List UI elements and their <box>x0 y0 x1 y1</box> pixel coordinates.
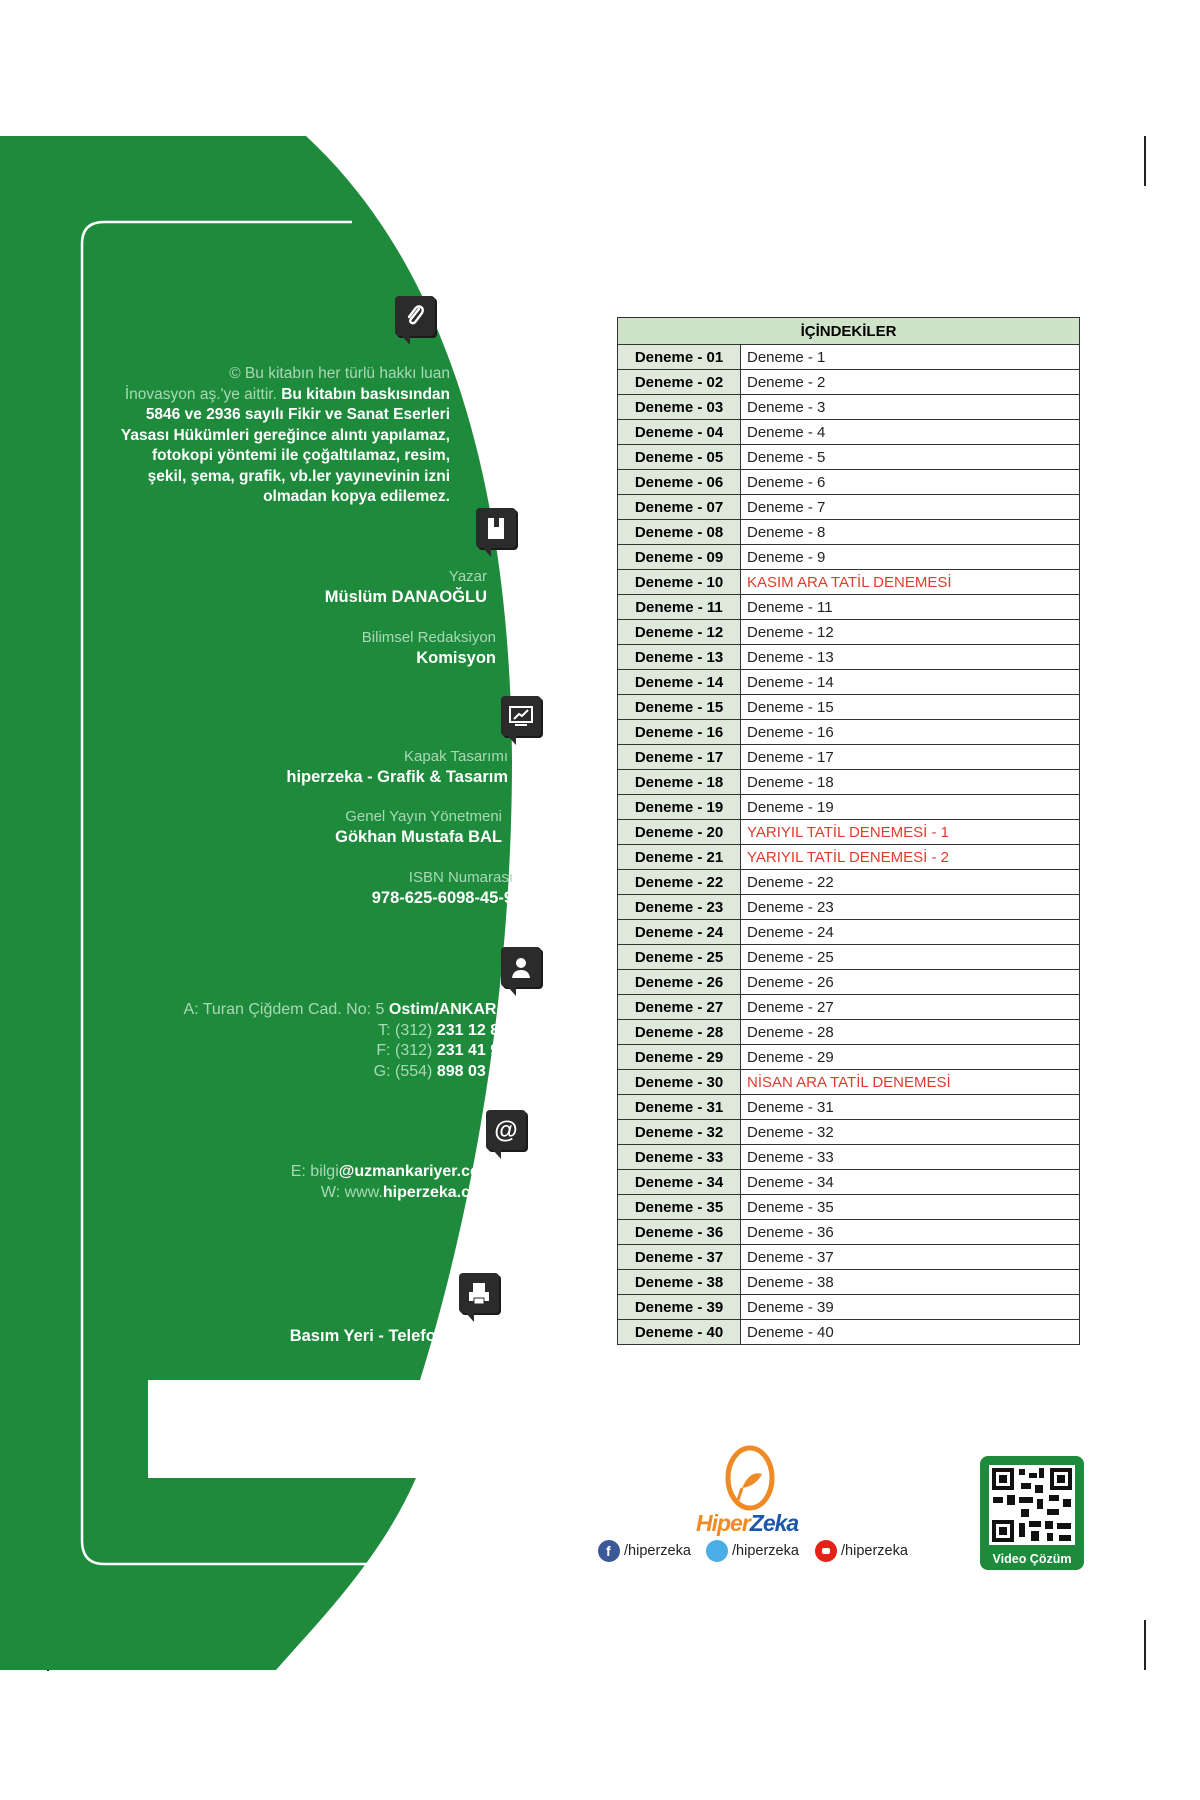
print-location-label: Basım Yeri - Telefonu <box>289 1327 456 1345</box>
editor-credit <box>200 628 496 669</box>
toc-row-title: Deneme - 34 <box>741 1170 1080 1195</box>
hiperzeka-logo <box>690 1440 810 1540</box>
toc-row-number: Deneme - 18 <box>618 770 741 795</box>
toc-row-title: Deneme - 13 <box>741 645 1080 670</box>
toc-row-number: Deneme - 32 <box>618 1120 741 1145</box>
toc-row-title: NİSAN ARA TATİL DENEMESİ <box>741 1070 1080 1095</box>
toc-row-number: Deneme - 35 <box>618 1195 741 1220</box>
book-icon <box>476 508 516 548</box>
toc-row <box>618 1195 1080 1220</box>
copyright-text: © Bu kitabın her türlü hakkı luan <box>229 365 450 382</box>
copyright-text: 5846 ve 2936 sayılı Fikir ve Sanat Eserleri <box>145 406 450 423</box>
toc-row-number: Deneme - 33 <box>618 1145 741 1170</box>
toc-row <box>618 570 1080 595</box>
toc-row-number: Deneme - 10 <box>618 570 741 595</box>
facebook-icon: f <box>598 1540 620 1562</box>
toc-row <box>618 845 1080 870</box>
phone-label: T: (312) <box>378 1021 433 1039</box>
toc-row-title: Deneme - 18 <box>741 770 1080 795</box>
toc-row <box>618 545 1080 570</box>
toc-row <box>618 1045 1080 1070</box>
toc-row <box>618 1245 1080 1270</box>
editor-name: Komisyon <box>416 649 496 667</box>
toc-row-number: Deneme - 27 <box>618 995 741 1020</box>
toc-row-number: Deneme - 15 <box>618 695 741 720</box>
person-icon <box>501 947 541 987</box>
toc-row-number: Deneme - 16 <box>618 720 741 745</box>
toc-row-title: Deneme - 40 <box>741 1320 1080 1345</box>
toc-row <box>618 1295 1080 1320</box>
toc-row-title: Deneme - 9 <box>741 545 1080 570</box>
twitter-handle: /hiperzeka <box>732 1543 799 1559</box>
toc-row-title: Deneme - 15 <box>741 695 1080 720</box>
copyright-text: olmadan kopya edilemez. <box>263 488 450 505</box>
toc-row <box>618 795 1080 820</box>
toc-row-number: Deneme - 31 <box>618 1095 741 1120</box>
youtube-link[interactable] <box>815 1540 908 1562</box>
toc-row-number: Deneme - 13 <box>618 645 741 670</box>
toc-row-title: Deneme - 38 <box>741 1270 1080 1295</box>
toc-row <box>618 770 1080 795</box>
toc-row-number: Deneme - 39 <box>618 1295 741 1320</box>
toc-row-title: Deneme - 8 <box>741 520 1080 545</box>
toc-row-title: Deneme - 14 <box>741 670 1080 695</box>
fax-label: F: (312) <box>376 1042 433 1059</box>
toc-row-number: Deneme - 12 <box>618 620 741 645</box>
toc-row-title: Deneme - 6 <box>741 470 1080 495</box>
at-sign-icon <box>486 1110 526 1150</box>
copyright-text: şekil, şema, grafik, vb.ler yayınevinin izni <box>147 467 450 485</box>
toc-row-title: Deneme - 37 <box>741 1245 1080 1270</box>
toc-row-number: Deneme - 28 <box>618 1020 741 1045</box>
toc-row-title: Deneme - 32 <box>741 1120 1080 1145</box>
toc-row-title: Deneme - 23 <box>741 895 1080 920</box>
toc-row <box>618 1145 1080 1170</box>
toc-row-title: Deneme - 11 <box>741 595 1080 620</box>
toc-row-title: Deneme - 19 <box>741 795 1080 820</box>
director-credit <box>200 807 502 848</box>
cover-credit <box>200 747 508 788</box>
toc-row <box>618 870 1080 895</box>
toc-row-title: Deneme - 33 <box>741 1145 1080 1170</box>
svg-text:@: @ <box>494 1117 518 1144</box>
copyright-text: fotokopi yöntemi ile çoğaltılamaz, resim, <box>151 447 450 464</box>
paperclip-icon <box>395 296 435 336</box>
toc-row-number: Deneme - 24 <box>618 920 741 945</box>
toc-row-title: Deneme - 4 <box>741 420 1080 445</box>
toc-row <box>618 595 1080 620</box>
email-address[interactable]: @uzmankariyer.com <box>338 1163 494 1180</box>
video-solution-qr[interactable] <box>980 1456 1084 1570</box>
address-label: A: Turan Çiğdem Cad. No: 5 <box>183 1001 385 1018</box>
toc-row <box>618 395 1080 420</box>
crop-mark <box>1144 1620 1146 1670</box>
toc-row <box>618 1020 1080 1045</box>
isbn-credit <box>200 868 513 909</box>
toc-row-title: Deneme - 22 <box>741 870 1080 895</box>
toc-row <box>618 620 1080 645</box>
copyright-text: Bu kitabın baskısından <box>281 385 450 403</box>
toc-row-number: Deneme - 01 <box>618 345 741 370</box>
logo-wordmark <box>696 1510 798 1537</box>
toc-row-number: Deneme - 37 <box>618 1245 741 1270</box>
toc-row-title: Deneme - 1 <box>741 345 1080 370</box>
toc-row <box>618 695 1080 720</box>
toc-row <box>618 995 1080 1020</box>
address-block <box>180 1000 508 1082</box>
contact-block <box>180 1162 494 1203</box>
fax-number: 231 41 99 <box>436 1042 508 1059</box>
toc-row <box>618 745 1080 770</box>
toc-row-number: Deneme - 26 <box>618 970 741 995</box>
toc-row-title: YARIYIL TATİL DENEMESİ - 1 <box>741 820 1080 845</box>
copyright-notice <box>90 364 450 508</box>
toc-row <box>618 1095 1080 1120</box>
web-label: W: www. <box>320 1183 383 1201</box>
toc-row <box>618 645 1080 670</box>
toc-row-number: Deneme - 06 <box>618 470 741 495</box>
toc-row-number: Deneme - 25 <box>618 945 741 970</box>
monitor-pen-icon <box>501 696 541 736</box>
toc-row-number: Deneme - 04 <box>618 420 741 445</box>
toc-row <box>618 370 1080 395</box>
crop-mark <box>1144 136 1146 186</box>
toc-row-title: YARIYIL TATİL DENEMESİ - 2 <box>741 845 1080 870</box>
toc-row-title: Deneme - 2 <box>741 370 1080 395</box>
toc-row-number: Deneme - 11 <box>618 595 741 620</box>
toc-row <box>618 820 1080 845</box>
toc-row-number: Deneme - 38 <box>618 1270 741 1295</box>
toc-row-number: Deneme - 22 <box>618 870 741 895</box>
toc-row-title: Deneme - 26 <box>741 970 1080 995</box>
toc-row-number: Deneme - 07 <box>618 495 741 520</box>
author-name: Müslüm DANAOĞLU <box>324 588 487 606</box>
facebook-link[interactable] <box>598 1540 691 1562</box>
toc-row <box>618 445 1080 470</box>
gsm-label: G: (554) <box>373 1062 433 1080</box>
toc-row <box>618 945 1080 970</box>
phone-number: 231 12 89 <box>436 1021 508 1039</box>
toc-row-number: Deneme - 30 <box>618 1070 741 1095</box>
toc-row <box>618 1120 1080 1145</box>
facebook-handle: /hiperzeka <box>624 1543 691 1559</box>
toc-row-title: Deneme - 29 <box>741 1045 1080 1070</box>
web-address[interactable]: hiperzeka.com <box>382 1183 494 1201</box>
toc-row-number: Deneme - 20 <box>618 820 741 845</box>
toc-row-number: Deneme - 29 <box>618 1045 741 1070</box>
toc-row-number: Deneme - 40 <box>618 1320 741 1345</box>
twitter-link[interactable] <box>706 1540 799 1562</box>
toc-row-title: Deneme - 31 <box>741 1095 1080 1120</box>
toc-row-number: Deneme - 05 <box>618 445 741 470</box>
copyright-text: Yasası Hükümleri gereğince alıntı yapılamaz, <box>120 426 450 444</box>
toc-row-number: Deneme - 17 <box>618 745 741 770</box>
cover-name: hiperzeka - Grafik & Tasarım <box>286 768 508 786</box>
toc-row <box>618 1320 1080 1345</box>
toc-row-number: Deneme - 19 <box>618 795 741 820</box>
toc-row <box>618 470 1080 495</box>
toc-row-title: KASIM ARA TATİL DENEMESİ <box>741 570 1080 595</box>
toc-row-title: Deneme - 35 <box>741 1195 1080 1220</box>
toc-row-title: Deneme - 7 <box>741 495 1080 520</box>
toc-row <box>618 720 1080 745</box>
toc-row-number: Deneme - 02 <box>618 370 741 395</box>
toc-row <box>618 495 1080 520</box>
toc-row <box>618 970 1080 995</box>
twitter-icon <box>706 1540 728 1562</box>
gsm-number: 898 03 01 <box>436 1062 508 1080</box>
address-city: Ostim/ANKARA <box>388 1001 508 1018</box>
cover-label: Kapak Tasarımı <box>404 748 508 765</box>
toc-row-title: Deneme - 39 <box>741 1295 1080 1320</box>
toc-row-title: Deneme - 27 <box>741 995 1080 1020</box>
printer-icon <box>459 1273 499 1313</box>
toc-row-number: Deneme - 14 <box>618 670 741 695</box>
director-label: Genel Yayın Yönetmeni <box>345 808 502 825</box>
toc-row <box>618 520 1080 545</box>
logo-word-hiper: Hiper <box>696 1510 750 1536</box>
toc-row-number: Deneme - 34 <box>618 1170 741 1195</box>
copyright-text: İnovasyon aş.'ye aittir. <box>124 385 277 403</box>
logo-word-zeka: Zeka <box>749 1510 799 1536</box>
toc-row <box>618 920 1080 945</box>
director-name: Gökhan Mustafa BAL <box>335 828 502 846</box>
toc-row-title: Deneme - 3 <box>741 395 1080 420</box>
toc-row-title: Deneme - 25 <box>741 945 1080 970</box>
qr-label: Video Çözüm <box>992 1552 1072 1566</box>
youtube-handle: /hiperzeka <box>841 1543 908 1559</box>
toc-row-number: Deneme - 21 <box>618 845 741 870</box>
email-label: E: bilgi <box>290 1163 339 1180</box>
qr-code-icon <box>989 1465 1075 1545</box>
toc-row-title: Deneme - 24 <box>741 920 1080 945</box>
toc-row <box>618 345 1080 370</box>
isbn-number: 978-625-6098-45-9 <box>371 889 513 907</box>
toc-row <box>618 1170 1080 1195</box>
toc-row <box>618 1070 1080 1095</box>
toc-row-number: Deneme - 36 <box>618 1220 741 1245</box>
toc-row-title: Deneme - 16 <box>741 720 1080 745</box>
editor-label: Bilimsel Redaksiyon <box>361 629 496 646</box>
toc-row-title: Deneme - 5 <box>741 445 1080 470</box>
isbn-label: ISBN Numarası <box>408 869 513 886</box>
toc-row-number: Deneme - 23 <box>618 895 741 920</box>
toc-row-title: Deneme - 36 <box>741 1220 1080 1245</box>
toc-row-number: Deneme - 03 <box>618 395 741 420</box>
toc-row-number: Deneme - 09 <box>618 545 741 570</box>
author-credit <box>200 567 487 608</box>
toc-title: İÇİNDEKİLER <box>618 318 1080 345</box>
toc-row <box>618 1220 1080 1245</box>
toc-row-number: Deneme - 08 <box>618 520 741 545</box>
toc-row-title: Deneme - 17 <box>741 745 1080 770</box>
toc-row-title: Deneme - 12 <box>741 620 1080 645</box>
toc-row <box>618 670 1080 695</box>
toc-row <box>618 1270 1080 1295</box>
table-of-contents <box>617 317 1080 1345</box>
toc-row <box>618 420 1080 445</box>
author-label: Yazar <box>448 568 487 585</box>
youtube-icon <box>815 1540 837 1562</box>
toc-row <box>618 895 1080 920</box>
toc-row-title: Deneme - 28 <box>741 1020 1080 1045</box>
